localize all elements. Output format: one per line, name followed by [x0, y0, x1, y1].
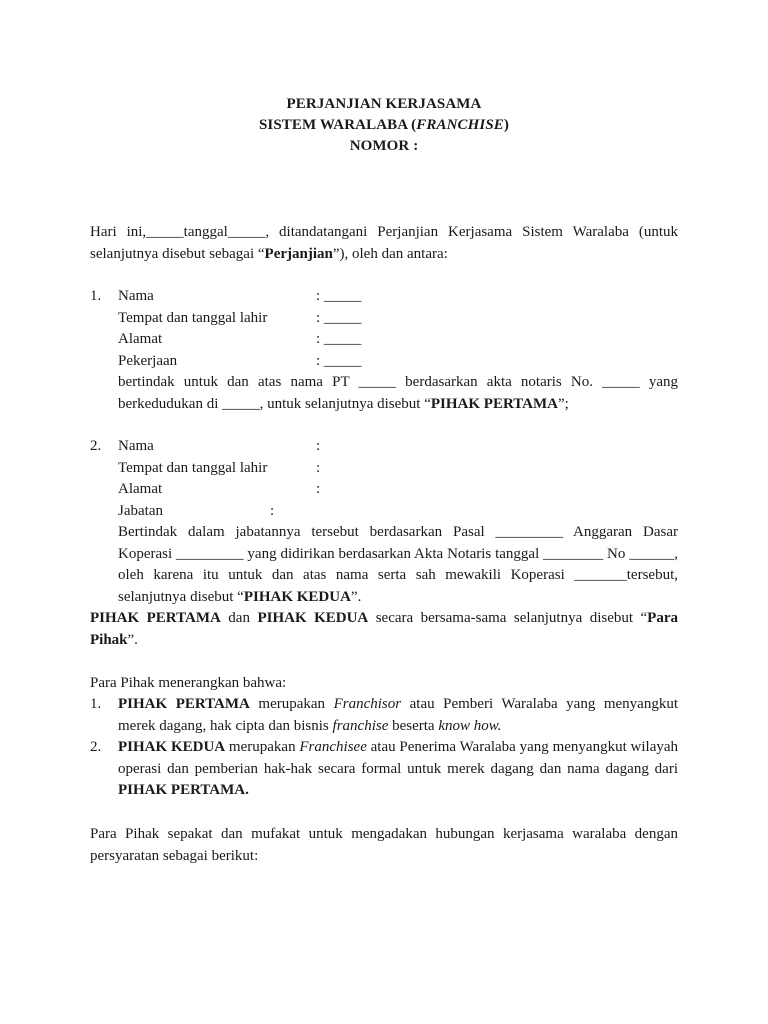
- party-1-bold: PIHAK PERTAMA: [430, 395, 558, 412]
- party-2-field-nama: [118, 436, 678, 458]
- party-2-bold: PIHAK KEDUA: [243, 588, 351, 605]
- para-pihak-bold-2: PIHAK KEDUA: [257, 610, 369, 626]
- title-line-2: [0, 115, 768, 136]
- field-value: :: [316, 459, 321, 476]
- party-1-text: [118, 372, 678, 415]
- title-line-2-suffix: ): [503, 117, 509, 133]
- menerangkan-item-1-text: [118, 694, 678, 737]
- title-line-2-italic: FRANCHISE: [416, 117, 504, 133]
- menerangkan-heading: [90, 673, 678, 695]
- item-text: merupakan: [225, 739, 300, 755]
- party-2-text-1: Bertindak dalam jabatannya tersebut berdasarkan Pasal _________ Anggaran Dasar Koperasi _________ yang didirikan berdasarkan Akta Notaris tanggal ________ No ______, oleh karena itu untuk dan atas nama serta sah mewakili Koperasi _______tersebut, selanjutnya disebut “: [118, 524, 678, 605]
- menerangkan-heading-text: Para Pihak menerangkan bahwa:: [90, 675, 287, 691]
- party-1-field-nama: [118, 286, 678, 308]
- para-pihak-paragraph: [90, 608, 678, 651]
- item-italic: know how.: [438, 717, 502, 734]
- party-2-field-alamat: [118, 479, 678, 501]
- field-label: Jabatan: [118, 502, 163, 519]
- field-value: : _____: [316, 352, 362, 369]
- item-bold: PIHAK PERTAMA: [118, 696, 250, 712]
- item-italic: Franchisee: [299, 739, 367, 755]
- title-line-3: NOMOR :: [349, 138, 419, 154]
- party-2-text-2: ”.: [350, 588, 362, 605]
- intro-text-1: Hari ini,_____tanggal_____, ditandatangani Perjanjian Kerjasama Sistem Waralaba (untuk selanjutnya disebut sebagai “: [90, 224, 678, 262]
- item-text: beserta: [388, 717, 439, 734]
- party-1-text-2: ”;: [557, 395, 569, 412]
- party-2-number: 2.: [90, 438, 102, 454]
- item-italic: Franchisor: [333, 696, 402, 712]
- field-label: Nama: [118, 438, 154, 454]
- item-text: merupakan: [249, 696, 334, 712]
- party-1-field-ttl: [118, 308, 678, 330]
- field-value: :: [316, 481, 321, 497]
- party-1-section: [90, 286, 678, 415]
- para-pihak-text-2: secara bersama-sama selanjutnya disebut “: [368, 610, 648, 626]
- item-text: atau Penerima Waralaba yang menyangkut wilayah operasi dan pemberian hak-hak secara formal untuk merek dagang dan nama dagang dari: [118, 739, 679, 777]
- para-pihak-text-1: dan: [220, 610, 258, 626]
- para-pihak-bold-3: Para Pihak: [90, 610, 678, 648]
- item-bold: PIHAK KEDUA: [118, 739, 226, 755]
- para-pihak-text-3: ”.: [127, 631, 138, 648]
- field-label: Tempat dan tanggal lahir: [118, 309, 268, 326]
- party-2-field-jabatan: [118, 501, 678, 523]
- party-2-text: [118, 522, 678, 608]
- field-value: : _____: [316, 288, 362, 304]
- party-2-field-ttl: [118, 458, 678, 480]
- menerangkan-item-2-number: 2.: [90, 739, 102, 755]
- closing-text: Para Pihak sepakat dan mufakat untuk mengadakan hubungan kerjasama waralaba dengan persyaratan sebagai berikut:: [90, 826, 678, 864]
- menerangkan-item-2: [90, 737, 678, 802]
- party-1-field-pekerjaan: [118, 351, 678, 373]
- field-value: :: [316, 438, 321, 454]
- item-italic: franchise: [332, 717, 389, 734]
- field-label: Nama: [118, 288, 154, 304]
- title-line-1: PERJANJIAN KERJASAMA: [286, 96, 482, 112]
- party-1-number: 1.: [90, 288, 102, 304]
- menerangkan-item-2-text: [118, 737, 678, 802]
- document-title: [0, 94, 768, 157]
- intro-text-2: ”), oleh dan antara:: [332, 245, 448, 262]
- field-value: : _____: [316, 309, 362, 326]
- intro-bold: Perjanjian: [264, 245, 333, 262]
- para-pihak-bold-1: PIHAK PERTAMA: [90, 610, 221, 626]
- closing-paragraph: [90, 824, 678, 867]
- party-1-field-alamat: [118, 329, 678, 351]
- menerangkan-item-1-number: 1.: [90, 696, 102, 712]
- field-value: : _____: [316, 331, 362, 347]
- field-label: Pekerjaan: [118, 352, 178, 369]
- item-bold: PIHAK PERTAMA.: [118, 782, 249, 798]
- menerangkan-item-1: [90, 694, 678, 737]
- field-label: Tempat dan tanggal lahir: [118, 459, 268, 476]
- title-line-2-prefix: SISTEM WARALABA (: [258, 117, 417, 133]
- field-label: Alamat: [118, 331, 163, 347]
- field-value: :: [270, 502, 275, 519]
- item-text: atau Pemberi Waralaba yang menyangkut merek dagang, hak cipta dan bisnis: [118, 696, 678, 734]
- party-2-section: [90, 436, 678, 608]
- field-label: Alamat: [118, 481, 163, 497]
- intro-paragraph: [90, 222, 678, 265]
- party-1-text-1: bertindak untuk dan atas nama PT _____ berdasarkan akta notaris No. _____ yang berkedudukan di _____, untuk selanjutnya disebut “: [118, 374, 678, 412]
